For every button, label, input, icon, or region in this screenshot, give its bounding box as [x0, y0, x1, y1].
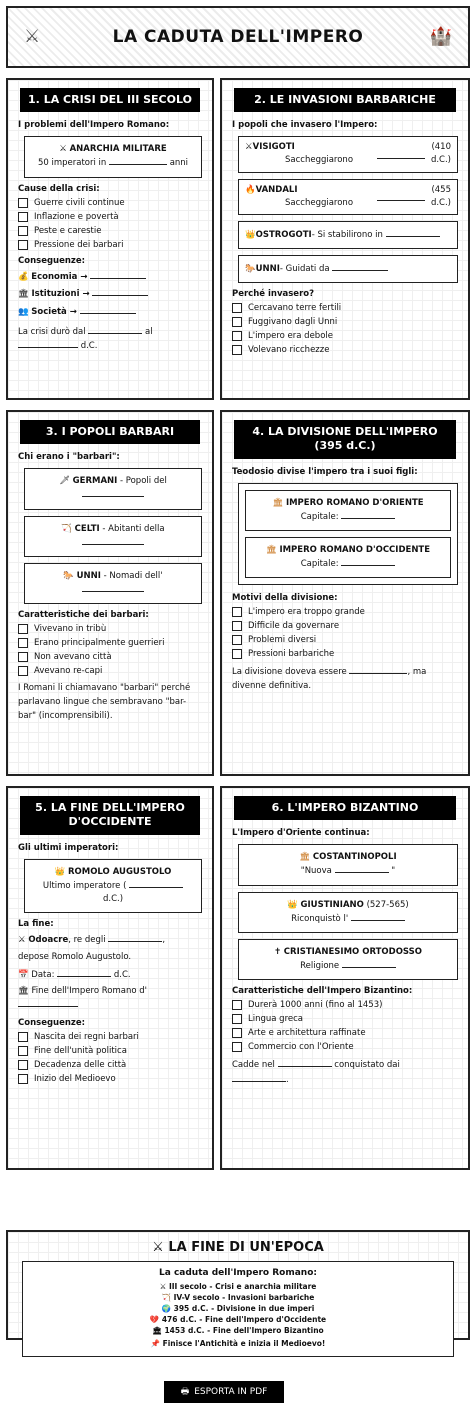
- checkbox-item[interactable]: [18, 652, 202, 662]
- checkbox[interactable]: [18, 240, 28, 250]
- timeline-item: [31, 1293, 445, 1304]
- text: , ma divenne definitiva.: [232, 667, 427, 691]
- cross-icon: ✝: [273, 946, 282, 957]
- horse-icon: 🐎: [245, 264, 256, 275]
- blank-field[interactable]: [332, 262, 388, 271]
- section-title: 2. LE INVASIONI BARBARICHE: [234, 88, 456, 112]
- blank-field[interactable]: [90, 270, 146, 279]
- checkbox-item[interactable]: [18, 1060, 202, 1070]
- capital-label: Capitale:: [300, 511, 339, 522]
- conseq-heading: Conseguenze:: [18, 1017, 86, 1028]
- people-name: VISIGOTI: [252, 142, 295, 153]
- blank-field[interactable]: [341, 557, 395, 566]
- checkbox[interactable]: [232, 303, 242, 313]
- spear-icon: 🗡: [59, 476, 70, 487]
- timeline-item: [31, 1304, 445, 1315]
- printer-icon: 🖶: [180, 1387, 190, 1397]
- checkbox-item[interactable]: [232, 303, 458, 313]
- blank-field[interactable]: [232, 1073, 286, 1082]
- box-germani: [24, 468, 202, 509]
- depose-line: depose Romolo Augustolo.: [18, 951, 132, 962]
- text: ": [391, 866, 396, 877]
- temple-icon: 🏛: [152, 1325, 162, 1335]
- checkbox-label: Commercio con l'Oriente: [248, 1042, 354, 1053]
- box-giustiniano: [238, 892, 458, 933]
- text: d.C.: [113, 969, 131, 980]
- text: Religione: [300, 961, 340, 972]
- text: La crisi durò dal: [18, 326, 86, 337]
- checkbox-item[interactable]: [232, 649, 458, 659]
- fire-icon: 🔥: [245, 184, 256, 195]
- section-lead: I problemi dell'Impero Romano:: [18, 120, 170, 131]
- checkbox-item[interactable]: [232, 635, 458, 645]
- blank-field[interactable]: [377, 150, 425, 159]
- blank-field[interactable]: [341, 510, 395, 519]
- swords-icon: ⚔: [24, 26, 41, 47]
- blank-field[interactable]: [80, 305, 136, 314]
- car-heading: Caratteristiche dell'Impero Bizantino:: [232, 986, 413, 997]
- checkbox-label: L'impero era troppo grande: [248, 607, 365, 618]
- section-lead: L'Impero d'Oriente continua:: [232, 828, 370, 839]
- people-icon: 👥: [18, 307, 29, 318]
- people-name: OSTROGOTI: [255, 229, 312, 240]
- checkbox-item[interactable]: [232, 317, 458, 327]
- timeline-text: 476 d.C. - Fine dell'Impero d'Occidente: [161, 1314, 327, 1324]
- temple-icon: 🏛: [265, 544, 277, 555]
- cadde-paragraph: [232, 1058, 458, 1087]
- box-celti: [24, 516, 202, 557]
- people-name: UNNI: [255, 264, 280, 275]
- globe-icon: 🌍: [161, 1303, 171, 1313]
- conseq-heading: Conseguenze:: [18, 255, 86, 266]
- people-name: CELTI: [74, 523, 100, 534]
- conseq-label: Società →: [31, 307, 77, 318]
- export-pdf-button[interactable]: [164, 1381, 284, 1403]
- timeline-text: III secolo - Crisi e anarchia militare: [168, 1282, 317, 1291]
- swords-icon: ⚔: [245, 142, 253, 153]
- page-title: LA CADUTA DELL'IMPERO: [112, 27, 364, 47]
- checkbox-label: Peste e carestie: [34, 225, 102, 236]
- fine-impero-line: [18, 985, 202, 1012]
- crown-icon: 👑: [245, 229, 256, 240]
- box-costantinopoli: [238, 844, 458, 885]
- blank-field[interactable]: [351, 912, 405, 921]
- blank-field[interactable]: [342, 959, 396, 968]
- car-heading: Caratteristiche dei barbari:: [18, 610, 149, 621]
- blank-field[interactable]: [18, 339, 78, 348]
- blank-field[interactable]: [278, 1058, 332, 1067]
- text: conquistato dai: [334, 1060, 400, 1071]
- conseq-istituzioni: [18, 287, 202, 301]
- swords-icon: ⚔: [152, 1240, 164, 1255]
- capital-label: Capitale:: [300, 559, 339, 570]
- box-name: ANARCHIA MILITARE: [69, 144, 167, 155]
- timeline-item: [31, 1326, 445, 1337]
- checkbox-item[interactable]: [232, 1028, 458, 1038]
- checkbox-label: L'impero era debole: [248, 331, 333, 342]
- people-desc: - Abitanti della: [102, 523, 165, 534]
- checkbox-label: Guerre civili continue: [34, 197, 125, 208]
- blank-field[interactable]: [335, 864, 389, 873]
- checkbox-item[interactable]: [18, 240, 202, 250]
- timeline-text: 395 d.C. - Divisione in due imperi: [173, 1303, 315, 1313]
- people-desc: - Popoli del: [120, 476, 167, 487]
- crown-icon: 👑: [287, 899, 298, 910]
- blank-field[interactable]: [88, 325, 142, 334]
- temple-icon: 🏛: [272, 497, 284, 508]
- timeline-text: Finisce l'Antichità e inizia il Medioevo!: [162, 1339, 326, 1349]
- conseq-label: Istituzioni →: [31, 289, 90, 300]
- blank-field[interactable]: [108, 933, 162, 942]
- text: Odoacre: [28, 935, 69, 946]
- section-fine-occidente: [6, 786, 214, 1170]
- checkbox-label: Erano principalmente guerrieri: [34, 638, 165, 649]
- section-lead: I popoli che invasero l'Impero:: [232, 120, 378, 131]
- summary-panel: [6, 1230, 470, 1349]
- timeline-text: 1453 d.C. - Fine dell'Impero Bizantino: [164, 1325, 324, 1335]
- checkbox[interactable]: [18, 638, 28, 648]
- checkbox[interactable]: [232, 1028, 242, 1038]
- checkbox-item[interactable]: [18, 666, 202, 676]
- box-cristianesimo: [238, 939, 458, 980]
- checkbox[interactable]: [18, 652, 28, 662]
- bow-icon: 🏹: [61, 523, 72, 534]
- swords-icon: ⚔: [18, 935, 26, 946]
- checkbox-item[interactable]: [18, 226, 202, 236]
- fine-heading: La fine:: [18, 919, 54, 930]
- people-desc: - Guidati da: [279, 264, 330, 275]
- section-popoli: [6, 410, 214, 776]
- blank-field[interactable]: [82, 536, 144, 545]
- checkbox-label: Cercavano terre fertili: [248, 303, 342, 314]
- conseq-societa: [18, 305, 202, 319]
- mot-heading: Motivi della divisione:: [232, 593, 338, 604]
- checkbox-item[interactable]: [18, 1032, 202, 1042]
- checkbox-item[interactable]: [232, 607, 458, 617]
- blank-field[interactable]: [57, 968, 111, 977]
- section-crisi: [6, 78, 214, 400]
- blank-field[interactable]: [349, 665, 407, 674]
- year: (410: [431, 142, 451, 153]
- calendar-icon: 📅: [18, 969, 29, 980]
- text: d.C.: [80, 341, 98, 352]
- text: ,: [162, 935, 166, 946]
- checkbox[interactable]: [232, 317, 242, 327]
- conseq-economia: [18, 270, 202, 284]
- conseq-label: Economia →: [31, 271, 88, 282]
- checkbox[interactable]: [18, 212, 28, 222]
- section-lead: Gli ultimi imperatori:: [18, 842, 119, 853]
- checkbox-item[interactable]: [18, 624, 202, 634]
- year: d.C.): [430, 155, 451, 166]
- causes-heading: Cause della crisi:: [18, 183, 100, 194]
- checkbox-label: Lingua greca: [248, 1014, 303, 1025]
- emperor-name: ROMOLO AUGUSTOLO: [67, 866, 172, 877]
- checkbox[interactable]: [18, 1060, 28, 1070]
- section-bizantino: [220, 786, 470, 1170]
- checkbox-item[interactable]: [18, 1074, 202, 1084]
- text: Riconquistò l': [291, 913, 349, 924]
- money-bag-icon: 💰: [18, 271, 29, 282]
- checkbox-item[interactable]: [232, 1000, 458, 1010]
- checkbox-label: Fuggivano dagli Unni: [248, 317, 338, 328]
- checkbox[interactable]: [18, 1032, 28, 1042]
- checkbox-label: Inizio del Medioevo: [34, 1073, 116, 1084]
- summary-inner-title: La caduta dell'Impero Romano:: [159, 1268, 317, 1278]
- checkbox[interactable]: [232, 1000, 242, 1010]
- empire-name: IMPERO ROMANO D'ORIENTE: [285, 497, 424, 508]
- section-lead: Teodosio divise l'impero tra i suoi figli:: [232, 466, 418, 477]
- blank-field[interactable]: [377, 192, 425, 201]
- blank-field[interactable]: [82, 583, 144, 592]
- checkbox[interactable]: [18, 624, 28, 634]
- section-divisione: [220, 410, 470, 776]
- summary-box: [22, 1261, 454, 1357]
- bow-icon: 🏹: [161, 1292, 171, 1302]
- box-anarchia: [24, 136, 202, 177]
- temple-icon: 🏛: [18, 986, 29, 997]
- text: Ultimo imperatore (: [42, 880, 127, 891]
- timeline-item: [31, 1315, 445, 1326]
- checkbox[interactable]: [18, 1046, 28, 1056]
- castle-icon: 🏰: [429, 26, 452, 47]
- checkbox[interactable]: [232, 649, 242, 659]
- people-name: VANDALI: [255, 184, 298, 195]
- checkbox-item[interactable]: [18, 638, 202, 648]
- checkbox-item[interactable]: [18, 1046, 202, 1056]
- why-heading: Perché invasero?: [232, 289, 315, 300]
- checkbox[interactable]: [18, 666, 28, 676]
- blank-field[interactable]: [92, 287, 148, 296]
- box-text: 50 imperatori in: [37, 158, 107, 169]
- box-vandali: [238, 179, 458, 215]
- blank-field[interactable]: [82, 488, 144, 497]
- checkbox-label: Decadenza delle città: [34, 1059, 127, 1070]
- text: d.C.): [102, 893, 124, 904]
- summary-title-text: LA FINE DI UN'EPOCA: [168, 1240, 324, 1255]
- box-name: GIUSTINIANO: [300, 899, 364, 910]
- text: al: [145, 326, 153, 337]
- text: Data:: [31, 969, 55, 980]
- checkbox-item[interactable]: [18, 198, 202, 208]
- people-name: UNNI: [76, 570, 101, 581]
- timeline-item: [31, 1282, 445, 1293]
- text: Cadde nel: [232, 1060, 275, 1071]
- box-unni: [24, 563, 202, 604]
- section-title: 5. LA FINE DELL'IMPERO D'OCCIDENTE: [20, 796, 200, 835]
- odoacre-line: [18, 933, 202, 947]
- checkbox-label: Inflazione e povertà: [34, 211, 119, 222]
- checkbox[interactable]: [232, 635, 242, 645]
- checkbox-label: Arte e architettura raffinate: [248, 1028, 366, 1039]
- blank-field[interactable]: [129, 879, 183, 888]
- box-visigoti: [238, 136, 458, 172]
- text: .: [286, 1074, 289, 1085]
- export-pdf-label: ESPORTA IN PDF: [194, 1387, 268, 1397]
- checkbox[interactable]: [232, 345, 242, 355]
- box-occidente: [245, 537, 451, 578]
- checkbox-label: Vivevano in tribù: [34, 624, 107, 635]
- checkbox-label: Pressione dei barbari: [34, 239, 124, 250]
- checkbox-label: Durerà 1000 anni (fino al 1453): [248, 1000, 383, 1011]
- checkbox-item[interactable]: [232, 621, 458, 631]
- people-desc: - Si stabilirono in: [311, 229, 383, 240]
- people-desc: Saccheggiarono: [285, 155, 354, 166]
- temple-icon: 🏛: [299, 852, 311, 863]
- crisis-duration: [18, 325, 202, 354]
- summary-title: [22, 1240, 454, 1255]
- checkbox[interactable]: [18, 198, 28, 208]
- checkbox[interactable]: [232, 331, 242, 341]
- checkbox[interactable]: [18, 226, 28, 236]
- checkbox-label: Difficile da governare: [248, 621, 340, 632]
- checkbox[interactable]: [18, 1074, 28, 1084]
- checkbox-label: Avevano re-capi: [34, 666, 103, 677]
- blank-field[interactable]: [18, 998, 78, 1007]
- institution-icon: 🏛: [18, 289, 29, 300]
- barbari-paragraph: I Romani li chiamavano "barbari" perché parlavano lingue che sembravano "bar-bar" (incomprensibili).: [18, 683, 191, 721]
- year: d.C.): [430, 197, 451, 208]
- box-name: COSTANTINOPOLI: [312, 852, 397, 863]
- section-title: 6. L'IMPERO BIZANTINO: [234, 796, 456, 820]
- text: La divisione doveva essere: [232, 667, 347, 678]
- checkbox[interactable]: [232, 1042, 242, 1052]
- year: (455: [431, 184, 451, 195]
- horse-icon: 🐎: [63, 570, 74, 581]
- checkbox-item[interactable]: [232, 1042, 458, 1052]
- checkbox[interactable]: [232, 607, 242, 617]
- checkbox-label: Non avevano città: [34, 652, 112, 663]
- people-name: GERMANI: [72, 476, 118, 487]
- checkbox-label: Problemi diversi: [248, 635, 317, 646]
- section-title: 1. LA CRISI DEL III SECOLO: [20, 88, 200, 112]
- timeline-text: IV-V secolo - Invasioni barbariche: [173, 1292, 315, 1302]
- blank-field[interactable]: [386, 228, 440, 237]
- section-invasioni: [220, 78, 470, 400]
- box-name: CRISTIANESIMO ORTODOSSO: [283, 946, 423, 957]
- text: (527-565): [366, 899, 409, 910]
- empire-name: IMPERO ROMANO D'OCCIDENTE: [279, 544, 431, 555]
- broken-heart-icon: 💔: [149, 1314, 160, 1324]
- crown-icon: 👑: [54, 866, 66, 877]
- page-header: [6, 6, 470, 68]
- swords-icon: ⚔: [159, 1282, 167, 1291]
- checkbox-item[interactable]: [232, 331, 458, 341]
- checkbox-item[interactable]: [18, 212, 202, 222]
- blank-field[interactable]: [109, 156, 167, 165]
- box-ostrogoti: [238, 221, 458, 249]
- box-oriente: [245, 490, 451, 531]
- checkbox-label: Nascita dei regni barbari: [34, 1031, 139, 1042]
- data-line: [18, 968, 202, 982]
- text: "Nuova: [300, 866, 332, 877]
- timeline-final: [31, 1339, 445, 1350]
- checkbox-label: Volevano ricchezze: [248, 345, 330, 356]
- box-unni: [238, 255, 458, 283]
- division-paragraph: [232, 665, 458, 693]
- people-desc: - Nomadi dell': [103, 570, 163, 581]
- section-lead: Chi erano i "barbari":: [18, 452, 120, 463]
- section-title: 4. LA DIVISIONE DELL'IMPERO (395 d.C.): [234, 420, 456, 459]
- section-title: 3. I POPOLI BARBARI: [20, 420, 200, 444]
- checkbox-label: Pressioni barbariche: [248, 649, 335, 660]
- checkbox[interactable]: [232, 621, 242, 631]
- box-text: anni: [169, 158, 189, 169]
- people-desc: Saccheggiarono: [285, 197, 354, 208]
- checkbox-label: Fine dell'unità politica: [34, 1045, 127, 1056]
- text: Fine dell'Impero Romano d': [31, 986, 147, 997]
- swords-icon: ⚔: [59, 144, 67, 155]
- checkbox-item[interactable]: [232, 345, 458, 355]
- checkbox-item[interactable]: [232, 1014, 458, 1024]
- division-container: [238, 483, 458, 586]
- box-romolo: [24, 859, 202, 914]
- checkbox[interactable]: [232, 1014, 242, 1024]
- text: , re degli: [68, 935, 106, 946]
- pin-icon: 📌: [150, 1339, 160, 1349]
